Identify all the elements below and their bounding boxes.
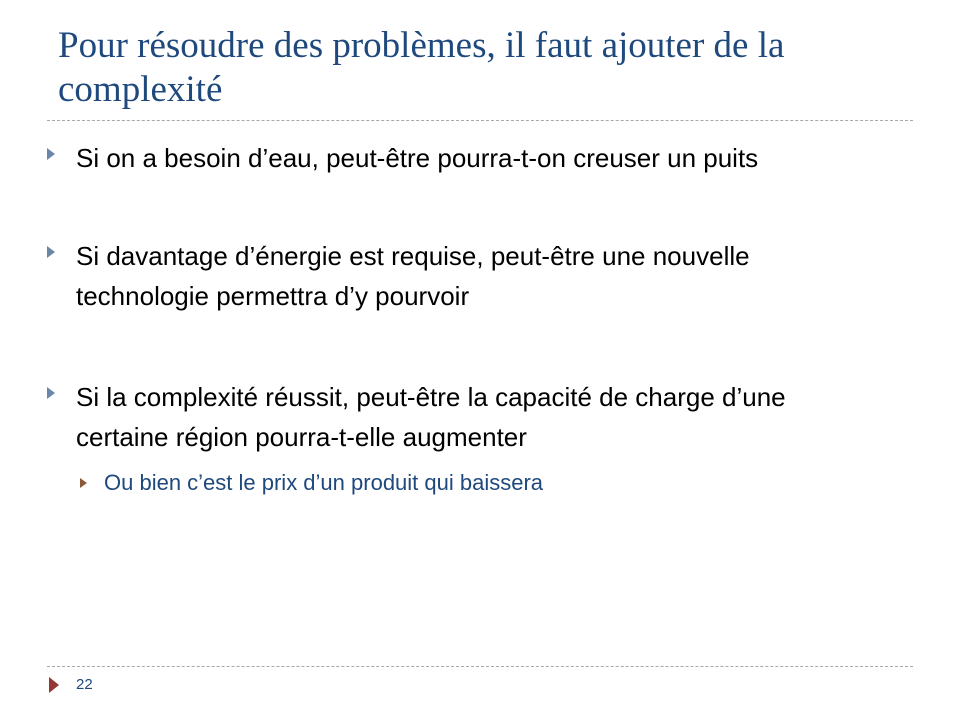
slide-title: Pour résoudre des problèmes, il faut ajouter de la complexité [58, 25, 785, 110]
sub-bullet-item [80, 467, 543, 499]
bullet-text: Si la complexité réussit, peut-être la capacité de charge d’une certaine région pourra-t-elle augmenter [76, 382, 786, 452]
bullet-item [47, 138, 937, 178]
page-number: 22 [76, 676, 93, 693]
bullet-text: Si on a besoin d’eau, peut-être pourra-t-on creuser un puits [76, 143, 759, 173]
footer-arrow-icon [49, 677, 59, 693]
bullet-item [47, 377, 937, 457]
bullet-arrow-icon [47, 148, 55, 160]
bullet-text: Si davantage d’énergie est requise, peut-être une nouvelle technologie permettra d’y pourvoir [76, 241, 750, 311]
title-divider [47, 120, 913, 121]
sub-bullet-text: Ou bien c’est le prix d’un produit qui baissera [104, 470, 544, 495]
footer-divider [47, 666, 913, 667]
bullet-arrow-icon [47, 387, 55, 399]
bullet-item [47, 236, 937, 316]
bullet-arrow-icon [47, 246, 55, 258]
sub-bullet-arrow-icon [80, 478, 87, 488]
